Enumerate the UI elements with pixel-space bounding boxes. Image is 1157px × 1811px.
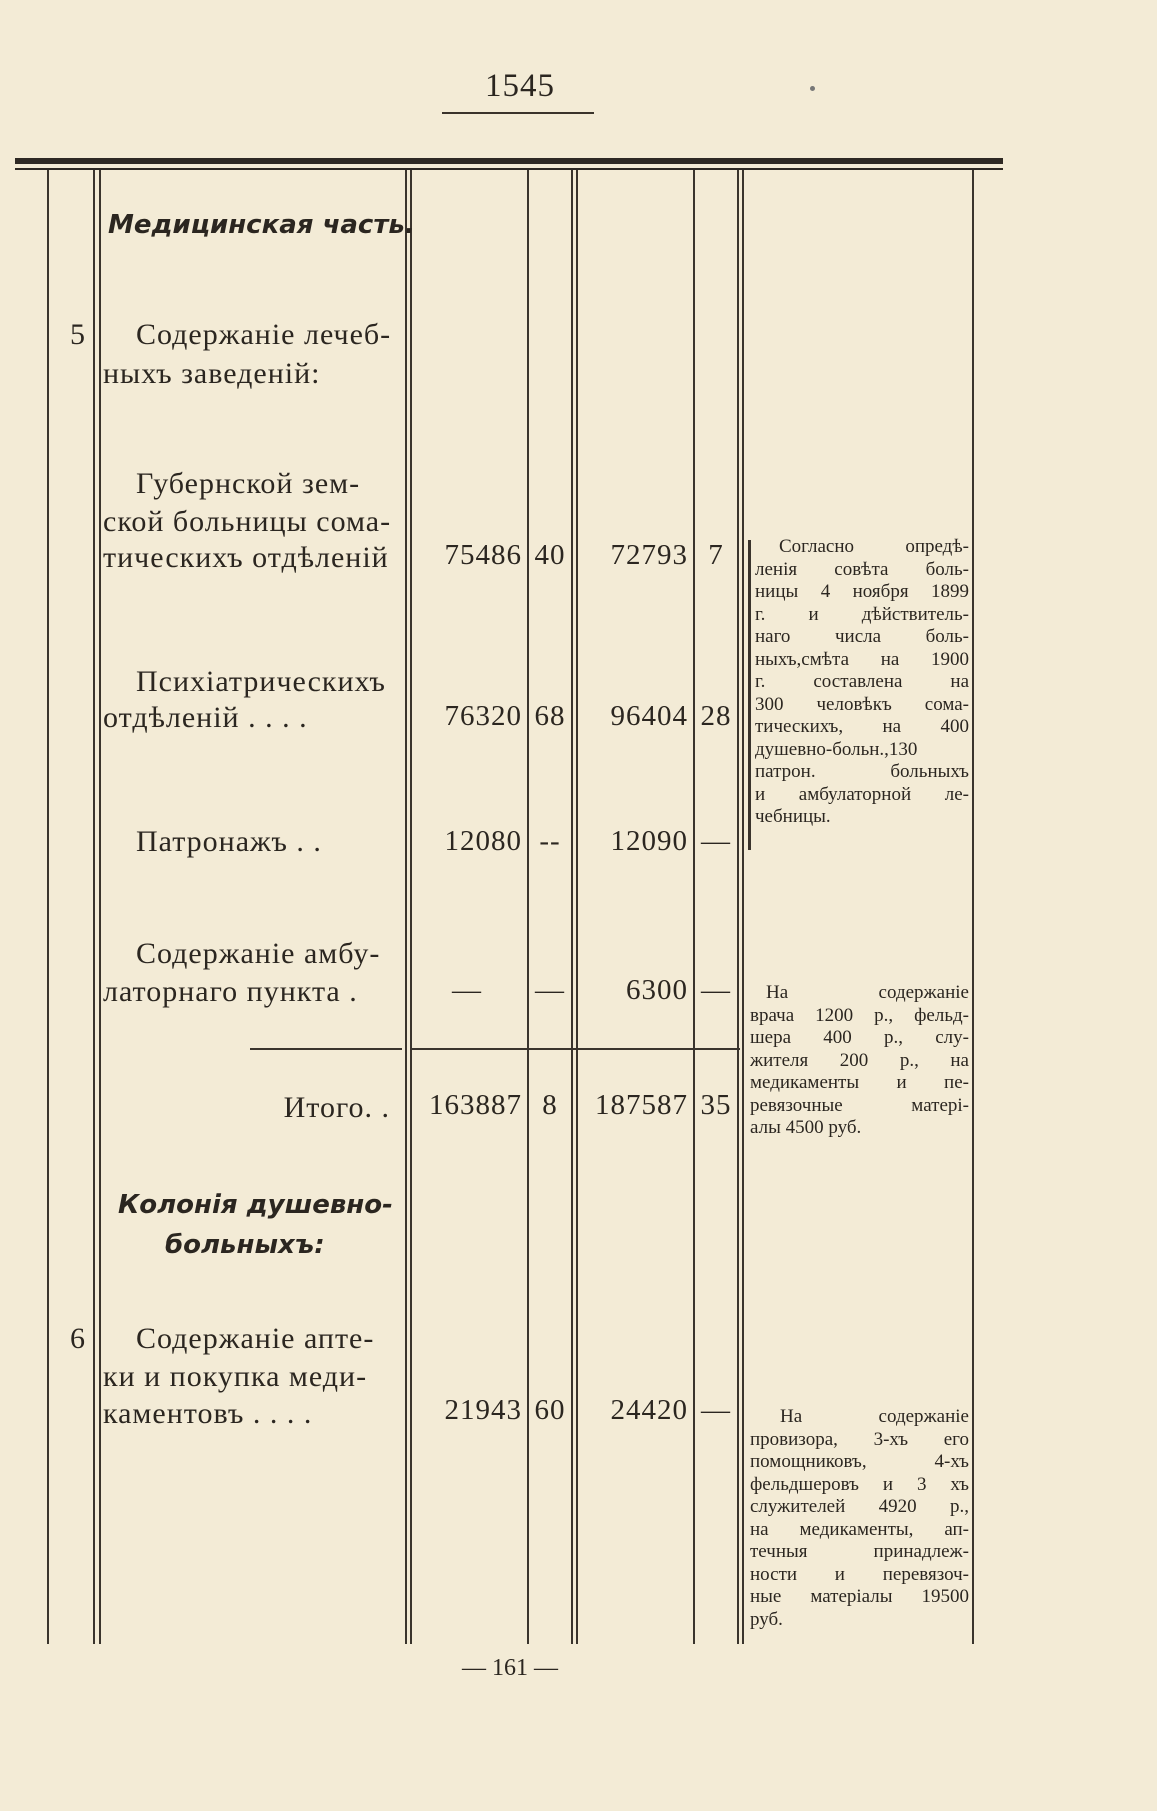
- note-1: [755, 536, 969, 829]
- section-heading-medical: Медицинская часть.: [108, 210, 415, 240]
- section-heading-colony: Колонія душевно-: [118, 1190, 393, 1220]
- note-line: медикаменты и пе-: [750, 1072, 969, 1093]
- amount-1899-rub: 72793: [610, 539, 688, 571]
- note-line: Согласно опредѣ-: [779, 536, 969, 557]
- section-heading-colony: больныхъ:: [165, 1230, 325, 1260]
- amount-1900-rub: 12080: [444, 825, 522, 857]
- amount-1900-rub: 76320: [444, 700, 522, 732]
- total-1899-kop: 35: [700, 1089, 732, 1121]
- amount-1900-rub: —: [452, 974, 482, 1006]
- row-description: латорнаго пункта .: [103, 975, 358, 1008]
- note-line: ницы 4 ноября 1899: [755, 581, 969, 602]
- note-line: патрон. больныхъ: [755, 761, 969, 782]
- row-description: Содержаніе апте-: [136, 1322, 375, 1355]
- item-number: 6: [70, 1322, 86, 1355]
- page-number-rule: [442, 112, 594, 114]
- amount-1899-rub: 24420: [610, 1394, 688, 1426]
- note-2: [750, 982, 969, 1140]
- total-1900-kop: 8: [542, 1089, 558, 1121]
- amount-1900-kop: 60: [534, 1394, 566, 1426]
- rule-num-col: [93, 170, 95, 1644]
- note-line: помощниковъ, 4-хъ: [750, 1451, 969, 1472]
- amount-1899-kop: —: [701, 1394, 731, 1426]
- row-description: каментовъ . . . .: [103, 1397, 313, 1430]
- note-line: течныя принадлеж-: [750, 1541, 969, 1562]
- note-line: ности и перевязоч-: [750, 1563, 969, 1585]
- note-line: На содержаніе: [780, 1406, 969, 1427]
- rule-left-edge: [47, 170, 49, 1644]
- note-line: ныхъ,смѣта на 1900: [755, 648, 969, 670]
- note-line: ревязочные матері-: [750, 1094, 969, 1116]
- note-brace: [748, 540, 751, 850]
- total-1900-rub: 163887: [429, 1089, 522, 1121]
- amount-1900-kop: 68: [534, 700, 566, 732]
- note-line: и амбулаторной ле-: [755, 783, 969, 805]
- amount-1899-rub: 12090: [610, 825, 688, 857]
- row-description: ныхъ заведеній:: [103, 357, 321, 390]
- rule-num-col-b: [99, 170, 101, 1644]
- total-1899-rub: 187587: [595, 1089, 688, 1121]
- note-3: [750, 1406, 969, 1631]
- row-description: Губернской зем-: [136, 467, 361, 500]
- amount-1899-kop: —: [701, 825, 731, 857]
- rule-b2-note-b: [742, 170, 744, 1644]
- amount-1899-kop: —: [701, 974, 731, 1006]
- row-description: Патронажъ . .: [136, 825, 322, 858]
- rule-b2-note: [737, 170, 739, 1644]
- note-line: г. составлена на: [755, 671, 969, 692]
- amount-1900-kop: 40: [534, 539, 566, 571]
- note-line: ленія совѣта боль-: [755, 558, 969, 580]
- note-line: провизора, 3-хъ его: [750, 1428, 969, 1450]
- note-line: алы 4500 руб.: [750, 1117, 862, 1138]
- note-line: г. и дѣйствитель-: [755, 603, 969, 625]
- note-line: служителей 4920 р.,: [750, 1496, 969, 1517]
- table-top-rule: [15, 158, 1003, 164]
- item-number: 5: [70, 318, 86, 351]
- amount-1899-rub: 96404: [610, 700, 688, 732]
- row-description: Содержаніе амбу-: [136, 937, 381, 970]
- page-number: 1545: [485, 68, 555, 104]
- row-description: ской больницы сома-: [103, 505, 392, 538]
- row-description: Психіатрическихъ: [136, 665, 386, 698]
- row-description: Содержаніе лечеб-: [136, 318, 392, 351]
- note-line: на медикаменты, ап-: [750, 1518, 969, 1540]
- note-line: наго числа боль-: [755, 626, 969, 647]
- note-line: На содержаніе: [766, 982, 969, 1003]
- note-line: душевно-больн.,130: [755, 738, 918, 760]
- note-line: фельдшеровъ и 3 хъ: [750, 1473, 969, 1495]
- row-description: тическихъ отдѣленій: [103, 541, 389, 574]
- row-description: отдѣленій . . . .: [103, 701, 308, 734]
- footer-page-number: — 161 —: [462, 1655, 558, 1681]
- note-line: руб.: [750, 1608, 783, 1630]
- ink-speck: [810, 86, 815, 91]
- subtotal-rule-desc: [250, 1048, 402, 1050]
- amount-1900-kop: —: [535, 974, 565, 1006]
- note-line: 300 человѣкъ сома-: [755, 693, 969, 715]
- amount-1899-kop: 28: [700, 700, 732, 732]
- table-top-rule-thin: [15, 168, 1003, 170]
- rule-a2-b1: [571, 170, 573, 1644]
- amount-1899-kop: 7: [708, 539, 724, 571]
- rule-desc-col: [405, 170, 407, 1644]
- note-line: шера 400 р., слу-: [750, 1027, 969, 1048]
- total-label: Итого. .: [283, 1091, 390, 1124]
- row-description: ки и покупка меди-: [103, 1360, 368, 1393]
- amount-1900-rub: 75486: [444, 539, 522, 571]
- rule-right-edge: [972, 170, 974, 1644]
- note-line: врача 1200 р., фельд-: [750, 1004, 969, 1026]
- note-line: тическихъ, на 400: [755, 716, 969, 737]
- note-line: жителя 200 р., на: [750, 1049, 969, 1071]
- amount-1900-rub: 21943: [444, 1394, 522, 1426]
- note-line: ные матеріалы 19500: [750, 1586, 969, 1607]
- note-line: чебницы.: [755, 806, 831, 827]
- amount-1900-kop: --: [539, 825, 561, 857]
- subtotal-rule-amounts: [410, 1048, 740, 1050]
- amount-1899-rub: 6300: [626, 974, 688, 1006]
